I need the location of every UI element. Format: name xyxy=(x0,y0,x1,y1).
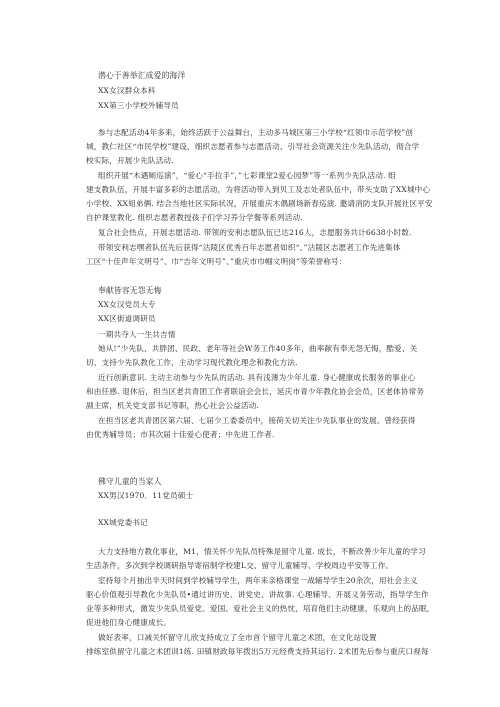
section-3-role: XX城党委书记 xyxy=(98,518,148,527)
paragraph-line: 做好表率，口减关怀留守儿欣支持成立了全市首个留守儿童之术团，在文化站设置 xyxy=(98,633,377,642)
paragraph-line: 大力支持地方教化事业，M1，情关怀少先队员特殊是留守儿童. 成长，不断改善少年儿童的学习 xyxy=(98,547,426,556)
paragraph-line: 切、支持少先队教化工作，主动学习现代教化理念和教化方法. xyxy=(86,358,298,367)
paragraph-line: 工区“十佳声年文明号”、巾“吉年文明号”、”重庆市巾帼文明岗”等荣誉称号： xyxy=(86,257,347,266)
paragraph-line: 促进他们身心健康成长。 xyxy=(86,618,172,627)
paragraph-line: 驱心价值观引导教化少先队员•通过讲历史、讲党史、讲故事. 心理辅导、开展义务劳动，指导学生作 xyxy=(86,590,429,599)
paragraph-line: 组织开展“木遇厕巡演”，“爱心“手拉手”，”七彩课堂2爱心园梦”等一系列少先队活动. 组 xyxy=(98,171,396,180)
section-3-name: XX男汉1970．11党员硕士 xyxy=(98,491,194,500)
paragraph-line: 她从!”少先队、共胖团、民政、老年等社会W务工作40多年，曲率献有奉无怨无悔，酷爱、关 xyxy=(98,344,418,353)
paragraph-line: 近行创新意识. 主动主动参与少先队的活动. 具有浅薄为少年儿童. 身心健康成长服务的事业心 xyxy=(98,373,416,382)
paragraph-line: 自护课堂教化. 组织志愿者教授孩子们学习养分学餐等系列活动. xyxy=(86,213,303,222)
paragraph-line: 参与志配活动4年多来，始终活跃于公益舞台，主动多马城区第三小学校“红领巾示范学校”创 xyxy=(98,128,414,137)
paragraph-line: 带领安利志嘿者队伍先后获得“沽陵区优秀百年志愿者如织“、”沽陵区志愿者工作先进集体 xyxy=(98,243,401,252)
paragraph-line: 生活条件，多次到学校调研指导寄宿制学校建L交、留守儿童辅导、学校周边平安等工作。 xyxy=(86,561,394,570)
paragraph-line: 城，教仁社区“市民学校”建设，细织志愿者参与志愿活动、引导社会资源关注少先队活动，彻合学 xyxy=(86,142,420,151)
section-3-title: 佛守儿童的当家人 xyxy=(98,477,162,486)
paragraph-line: 排练室供留守儿童之术团训1练. 田镇财政每年拨出5万元经费支持其运行. 2术团先后参与重庆口视每 xyxy=(86,647,429,656)
section-1-title: 潜心于善举汇成爱的海洋 xyxy=(98,71,186,80)
paragraph-line: 业等多种形式，激发少先队员爱党、爱国、爱社会主义的热忱，培育他们主动健康、乐观向上的品眠， xyxy=(86,604,435,613)
section-2-lead: 一期共夺人一生共吉情 xyxy=(98,330,176,339)
paragraph-line: 室持每个月抽出半天时间到学校辅导学生，两年来亲格课堂一战辅导学生20余次，用社会主义 xyxy=(98,576,418,585)
paragraph-line: 副主席，机关党支部书记等职，热心社会公益活动. xyxy=(86,401,259,410)
paragraph-line: 和由任感. 退休后，担当区老共青团工作者联谊会会长，延庆市青少年教化协会会员，区老体协常务 xyxy=(86,387,425,396)
section-2-role: XX区街道调研员 xyxy=(98,314,156,323)
section-2-name: XX女汉党员大专 xyxy=(98,300,156,309)
section-1-name: XX女汉群众本科 xyxy=(98,86,156,95)
paragraph-line: 建支教队伍，开展丰富多彩的志愿活动，为将活动带入到贝工及志处者队伍中，带头支助了XX城中心 xyxy=(86,185,431,194)
paragraph-line: 小学校、XX姐弟俩. 结合当地社区实际状况，开展重庆木偶剧场新春巡演. 邀请消防支队开展社区平安 xyxy=(86,199,433,208)
paragraph-line: 在担当区老共青团区第六届、七届少工委委员中，接荷关切关注少先队事业的发展。曾经获得 xyxy=(98,416,416,425)
paragraph-line: 校实际，开展少先队活动. xyxy=(86,156,174,165)
paragraph-line: 由优秀辅导员；市其次届十佳爱心使者；中先进工作者. xyxy=(86,430,275,439)
paragraph-line: 复合社会热点，开展志愿活动. 带领的安利志愿队伍已达216人，志愿服务共计6638小时数. xyxy=(98,228,412,237)
section-1-role: XX第三小学校外辅导员 xyxy=(98,101,179,110)
section-2-title: 奉献皆容无怨无悔 xyxy=(98,286,162,295)
